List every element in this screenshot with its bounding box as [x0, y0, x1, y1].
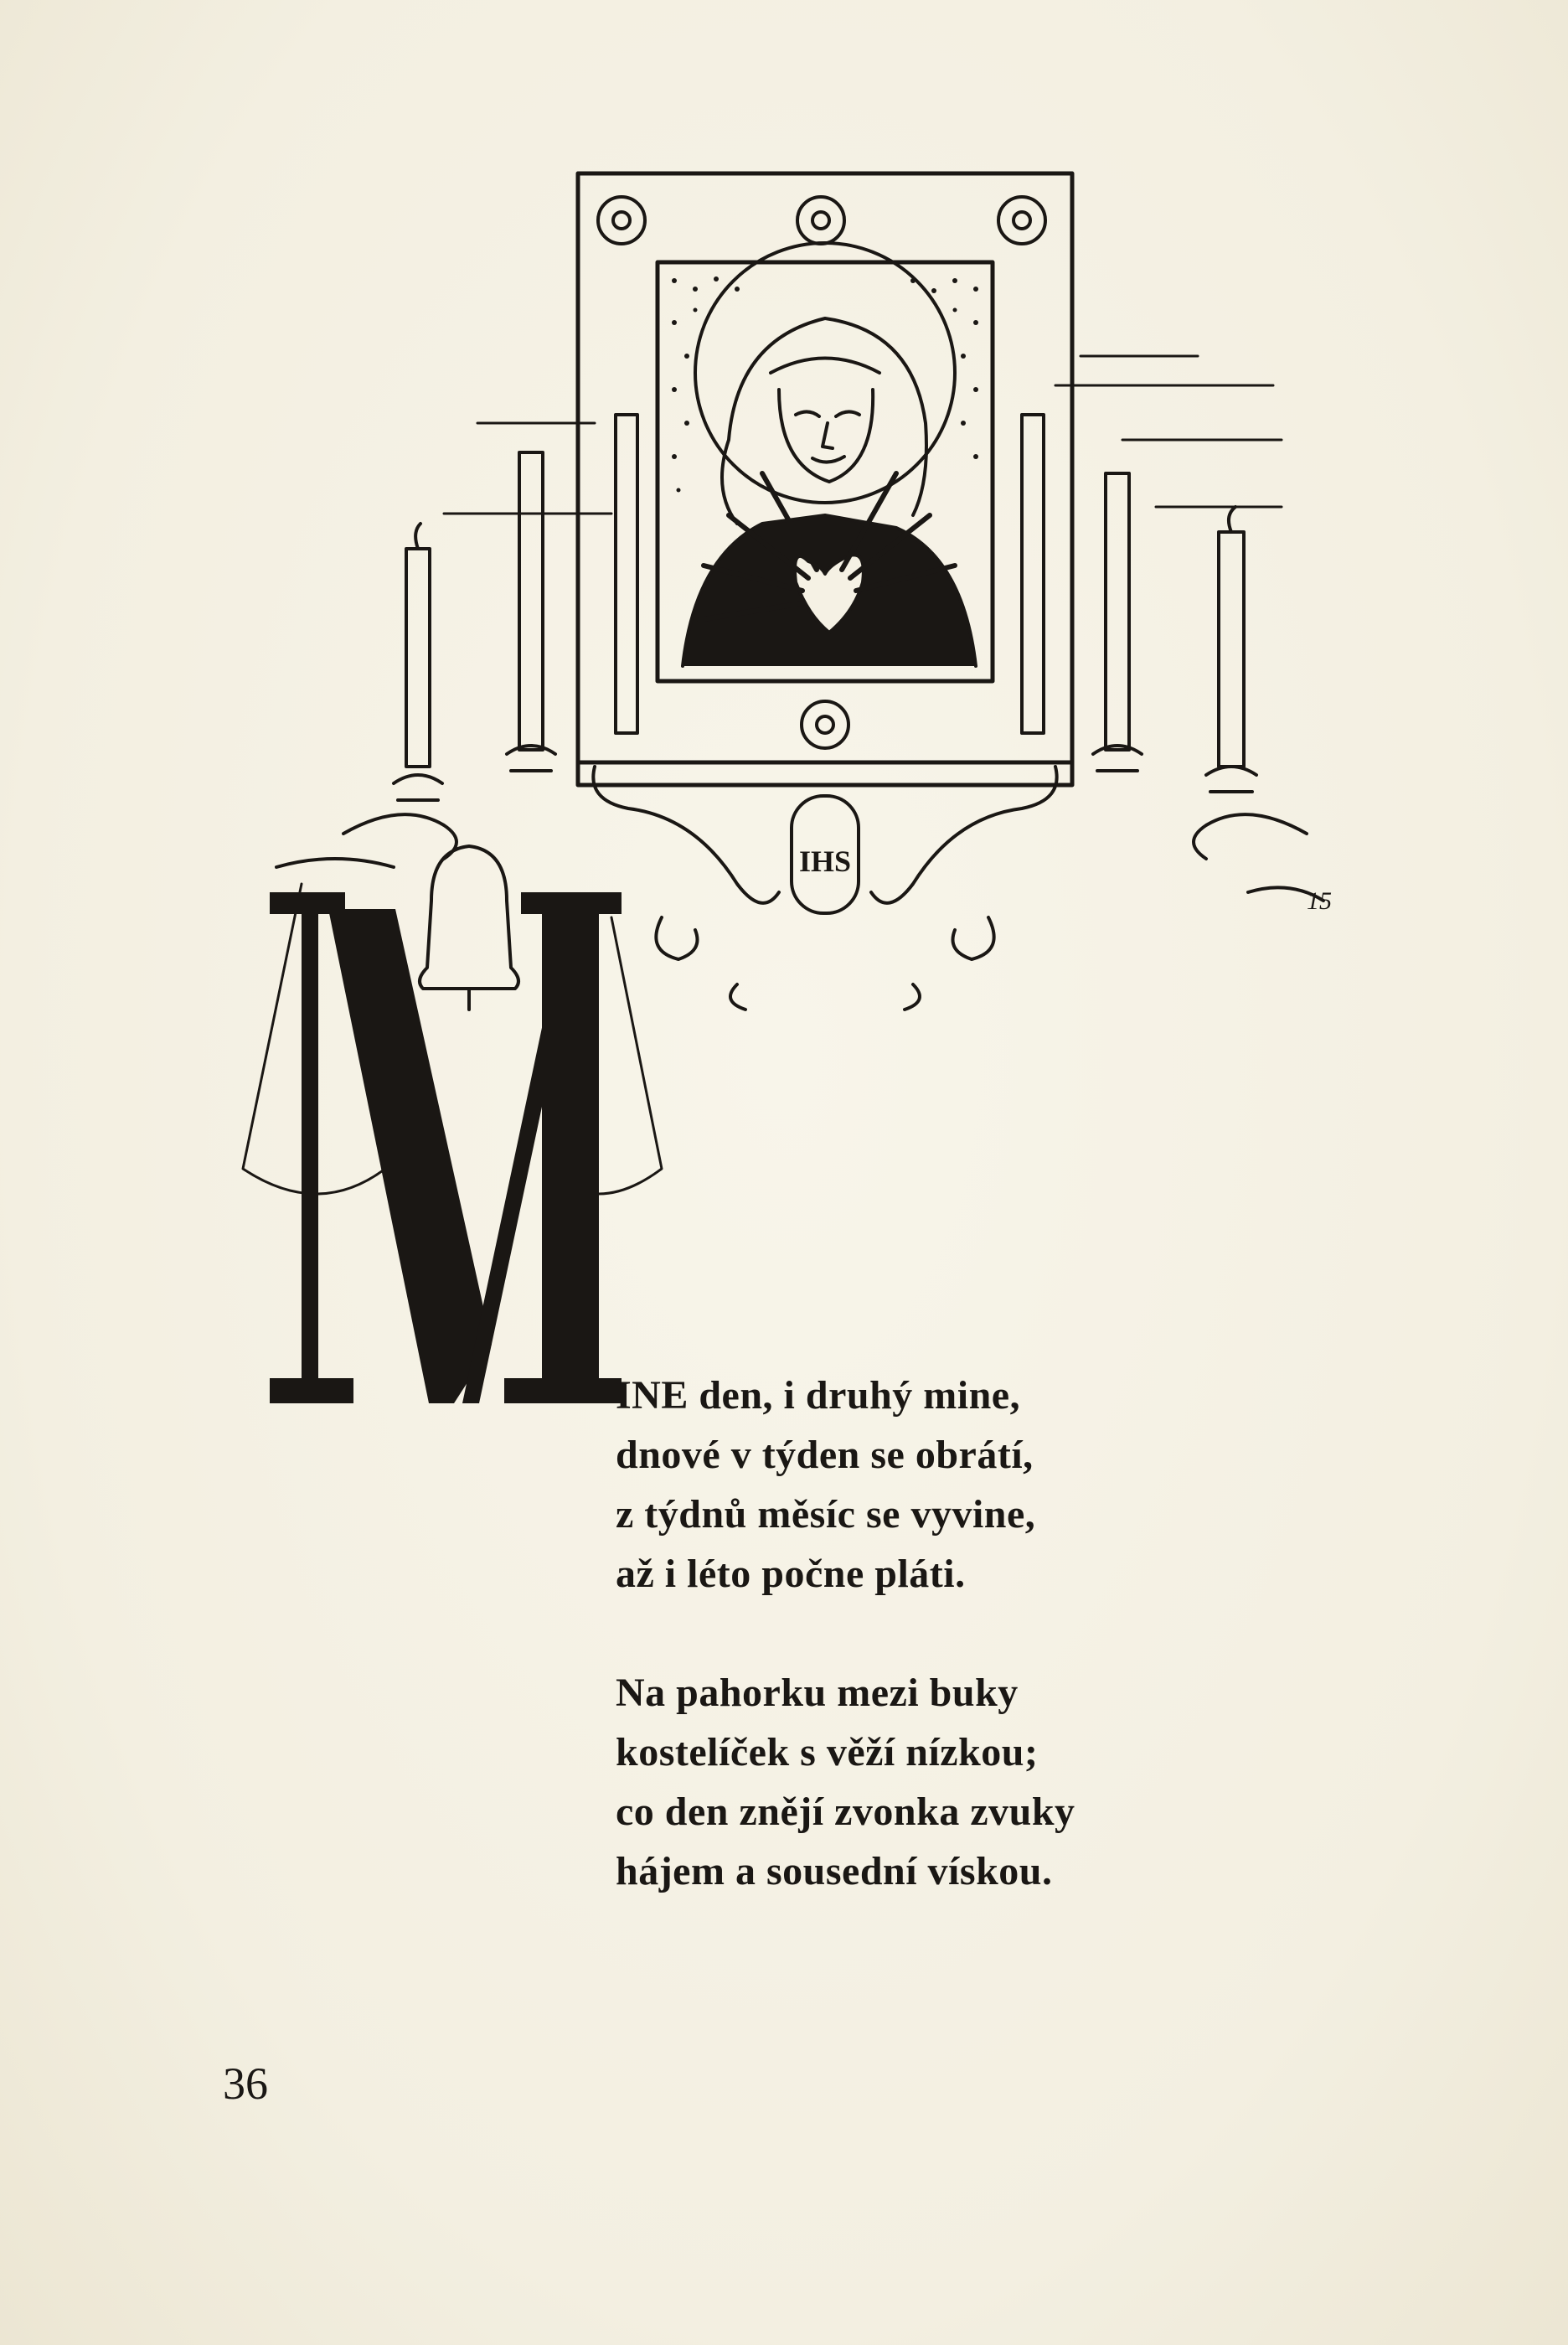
verse-line: z týdnů měsíc se vyvine,	[616, 1492, 1036, 1537]
stanza-1	[616, 1366, 1035, 1604]
verse-line: Na pahorku mezi buky	[616, 1671, 1019, 1715]
candle-bases	[394, 746, 1256, 800]
verse-line: dnové v týden se obrátí,	[616, 1433, 1034, 1477]
smoke-lines	[444, 356, 1282, 514]
verse-line: co den znějí zvonka zvuky	[616, 1790, 1075, 1834]
verse-line: hájem a sousední vískou.	[616, 1849, 1053, 1893]
stanza-2	[616, 1663, 1075, 1901]
artist-signature: 15	[1307, 887, 1332, 915]
stipple-dots	[672, 276, 978, 493]
svg-text:IHS: IHS	[798, 845, 852, 878]
verse-line: až i léto počne pláti.	[616, 1552, 966, 1596]
veil	[722, 318, 926, 524]
verse-line: INE den, i druhý mine,	[616, 1373, 1021, 1418]
verse-line: kostelíček s věží nízkou;	[616, 1730, 1039, 1774]
dropcap-letter	[270, 876, 622, 1412]
page-number: 36	[223, 2058, 268, 2109]
